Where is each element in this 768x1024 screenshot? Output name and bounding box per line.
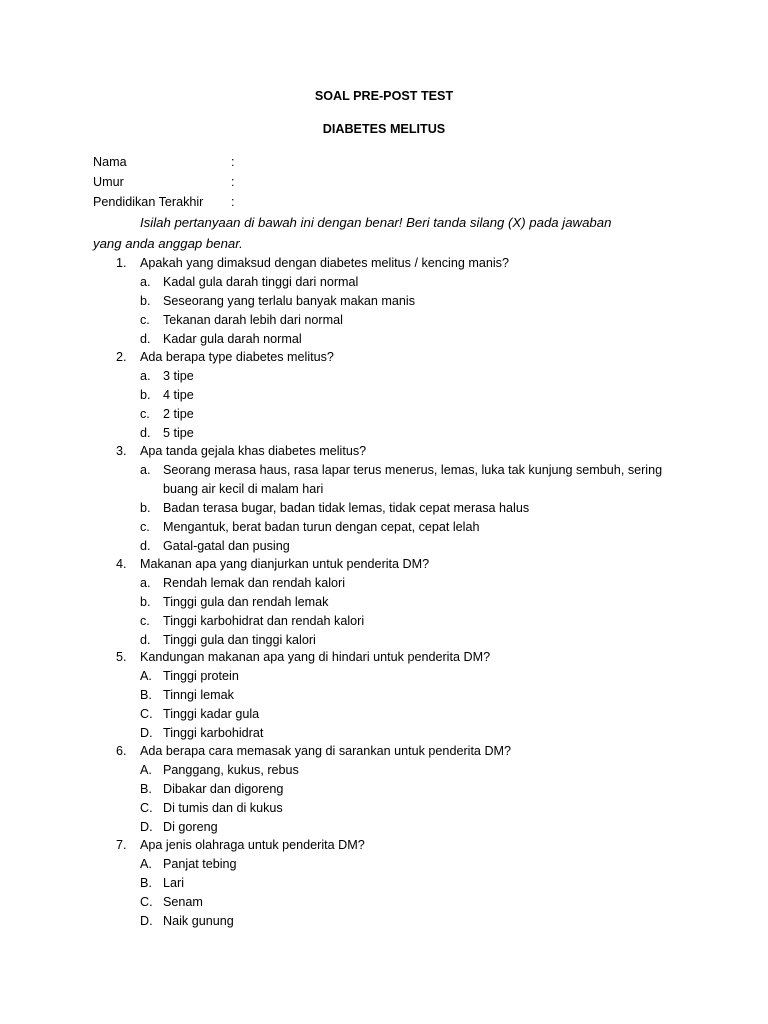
option-text[interactable]: Di goreng [163,819,218,834]
option-text[interactable]: Kadal gula darah tinggi dari normal [163,274,359,289]
document-subtitle: DIABETES MELITUS [322,122,446,136]
option-letter[interactable]: D. [140,819,153,834]
option-text[interactable]: Kadar gula darah normal [163,331,302,346]
field-colon-pendidikan: : [231,195,235,209]
field-label-pendidikan: Pendidikan Terakhir [93,195,204,209]
option-letter[interactable]: d. [140,632,151,647]
question-text: Kandungan makanan apa yang di hindari untuk penderita DM? [140,650,491,664]
option-letter[interactable]: a. [140,368,151,383]
question-text: Makanan apa yang dianjurkan untuk penderita DM? [140,557,430,571]
option-text[interactable]: Tinggi karbohidrat [163,725,264,740]
option-letter[interactable]: D. [140,913,153,928]
option-letter[interactable]: C. [140,800,153,815]
option-text[interactable]: 5 tipe [163,425,194,440]
option-letter[interactable]: D. [140,725,153,740]
question-number: 2. [116,350,127,364]
option-text[interactable]: Dibakar dan digoreng [163,781,284,796]
instructions-line1: Isilah pertanyaan di bawah ini dengan benar! Beri tanda silang (X) pada jawaban [140,215,612,230]
question-text: Ada berapa type diabetes melitus? [140,350,334,364]
document-title: SOAL PRE-POST TEST [314,89,454,103]
option-text[interactable]: Panjat tebing [163,856,237,871]
option-text[interactable]: Tinggi kadar gula [163,706,260,721]
option-text[interactable]: Seseorang yang terlalu banyak makan manis [163,293,416,308]
option-letter[interactable]: B. [140,875,152,890]
instructions-line2: yang anda anggap benar. [93,236,243,251]
question-number: 1. [116,256,127,270]
field-label-nama: Nama [93,155,127,169]
question-text: Ada berapa cara memasak yang di sarankan untuk penderita DM? [140,744,512,758]
option-text[interactable]: Tinggi protein [163,668,239,683]
option-text[interactable]: Seorang merasa haus, rasa lapar terus menerus, lemas, luka tak kunjung sembuh, sering [163,462,663,477]
option-letter[interactable]: c. [140,312,150,327]
option-text[interactable]: Panggang, kukus, rebus [163,762,299,777]
option-letter[interactable]: A. [140,856,152,871]
option-letter[interactable]: A. [140,762,152,777]
question-number: 4. [116,557,127,571]
option-letter[interactable]: b. [140,500,151,515]
option-letter[interactable]: C. [140,894,153,909]
option-letter[interactable]: a. [140,274,151,289]
option-letter[interactable]: d. [140,425,151,440]
option-text[interactable]: Tinngi lemak [163,687,234,702]
field-colon-nama: : [231,155,235,169]
option-letter[interactable]: A. [140,668,152,683]
question-number: 7. [116,838,127,852]
option-text[interactable]: Gatal-gatal dan pusing [163,538,290,553]
option-text[interactable]: Tinggi karbohidrat dan rendah kalori [163,613,365,628]
field-label-umur: Umur [93,175,124,189]
option-text[interactable]: Badan terasa bugar, badan tidak lemas, tidak cepat merasa halus [163,500,530,515]
question-number: 6. [116,744,127,758]
option-text[interactable]: Naik gunung [163,913,234,928]
option-letter[interactable]: C. [140,706,153,721]
option-text[interactable]: Tinggi gula dan tinggi kalori [163,632,316,647]
option-text[interactable]: 4 tipe [163,387,194,402]
option-letter[interactable]: b. [140,387,151,402]
option-text[interactable]: Tekanan darah lebih dari normal [163,312,343,327]
option-text[interactable]: 2 tipe [163,406,194,421]
option-text[interactable]: 3 tipe [163,368,194,383]
question-number: 3. [116,444,127,458]
option-letter[interactable]: B. [140,781,152,796]
option-text[interactable]: Mengantuk, berat badan turun dengan cepat, cepat lelah [163,519,480,534]
option-text[interactable]: Senam [163,894,203,909]
question-text: Apa tanda gejala khas diabetes melitus? [140,444,367,458]
option-letter[interactable]: a. [140,575,151,590]
option-text[interactable]: Rendah lemak dan rendah kalori [163,575,346,590]
option-letter[interactable]: c. [140,406,150,421]
question-text: Apakah yang dimaksud dengan diabetes melitus / kencing manis? [140,256,509,270]
question-number: 5. [116,650,127,664]
option-letter[interactable]: b. [140,293,151,308]
option-letter[interactable]: d. [140,538,151,553]
option-text[interactable]: Tinggi gula dan rendah lemak [163,594,329,609]
option-letter[interactable]: a. [140,462,151,477]
option-letter[interactable]: c. [140,613,150,628]
question-text: Apa jenis olahraga untuk penderita DM? [140,838,365,852]
option-letter[interactable]: b. [140,594,151,609]
option-letter[interactable]: B. [140,687,152,702]
field-colon-umur: : [231,175,235,189]
option-text[interactable]: Lari [163,875,184,890]
option-text-continued: buang air kecil di malam hari [163,481,324,496]
option-text[interactable]: Di tumis dan di kukus [163,800,283,815]
option-letter[interactable]: d. [140,331,151,346]
option-letter[interactable]: c. [140,519,150,534]
